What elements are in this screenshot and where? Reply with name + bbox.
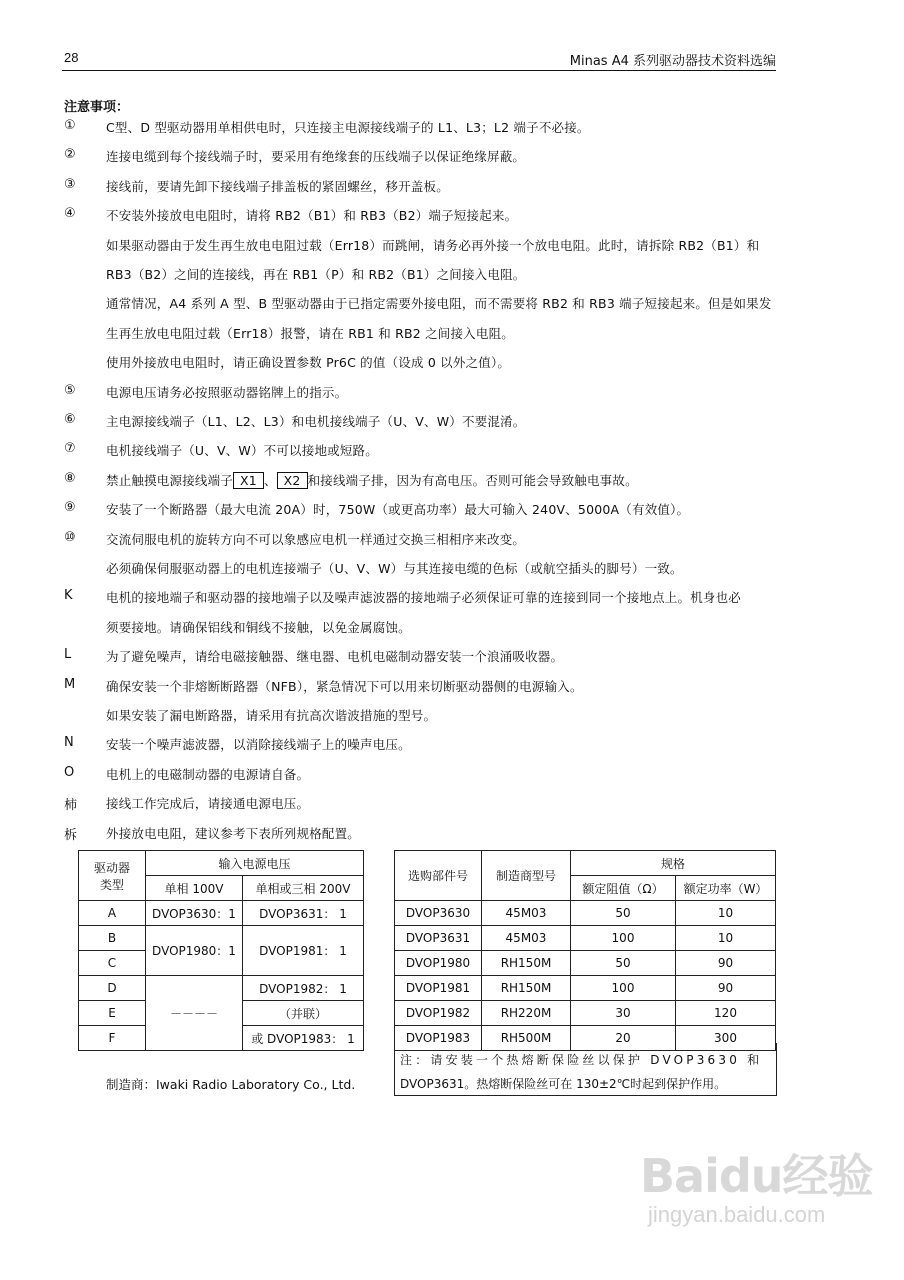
th-maker-model: 制造商型号 (482, 851, 571, 901)
note-line: 主电源接线端子（L1、L2、L3）和电机接线端子（U、V、W）不要混淆。 (106, 414, 526, 429)
cell-part: DVOP1982 (395, 1001, 482, 1026)
note-marker: ⑧ (64, 471, 76, 486)
running-header-title: Minas A4 系列驱动器技术资料选编 (569, 54, 776, 69)
cell-maker: 45M03 (482, 901, 571, 926)
table-row (395, 926, 776, 951)
cell-bc-single: DVOP1980：1 (146, 926, 243, 976)
note-line: 接线工作完成后，请接通电源电压。 (106, 796, 310, 811)
note-marker: ① (64, 118, 76, 133)
note-line: 须要接地。请确保铝线和铜线不接触，以免金属腐蚀。 (106, 620, 411, 635)
note-line: 连接电缆到每个接线端子时，要采用有绝缘套的压线端子以保证绝缘屏蔽。 (106, 149, 526, 164)
note-line: 如果驱动器由于发生再生放电电阻过载（Err18）而跳闸，请务必再外接一个放电电阻。此时，请拆除 RB2（B1）和 (106, 238, 760, 253)
note-text-part: 、 (263, 473, 277, 488)
driver-table (78, 850, 364, 1051)
cell-maker: RH150M (482, 951, 571, 976)
note-line (106, 471, 638, 489)
note-marker: L (64, 647, 72, 662)
note-marker: ③ (64, 177, 76, 192)
cell-bc-three: DVOP1981： 1 (243, 926, 364, 976)
note-line: 安装了一个断路器（最大电流 20A）时，750W（或更高功率）最大可输入 240V、5000A（有效值）。 (106, 502, 690, 517)
table-row (395, 976, 776, 1001)
cell-a-three: DVOP3631： 1 (243, 901, 364, 926)
cell-part: DVOP1980 (395, 951, 482, 976)
th-part-number: 选购部件号 (395, 851, 482, 901)
cell-res: 50 (571, 901, 676, 926)
table-row (395, 901, 776, 926)
note-marker: 柝 (64, 828, 78, 843)
row-type-b: B (79, 926, 146, 951)
row-type-d: D (79, 976, 146, 1001)
note-marker: ④ (64, 206, 76, 221)
cell-def-single: －－－－ (146, 976, 243, 1051)
note-marker: ② (64, 147, 76, 162)
note-marker: O (64, 765, 75, 780)
note-line: 电机上的电磁制动器的电源请自备。 (106, 767, 310, 782)
note-line: 接线前，要请先卸下接线端子排盖板的紧固螺丝，移开盖板。 (106, 179, 449, 194)
table-row (395, 1001, 776, 1026)
th-single-100v: 单相 100V (146, 876, 243, 901)
cell-res: 30 (571, 1001, 676, 1026)
cell-a-single: DVOP3630：1 (146, 901, 243, 926)
terminal-label-box: X2 (277, 472, 308, 489)
th-three-200v: 单相或三相 200V (243, 876, 364, 901)
row-type-c: C (79, 951, 146, 976)
cell-pow: 10 (676, 926, 776, 951)
cell-part: DVOP3631 (395, 926, 482, 951)
note-line: 使用外接放电电阻时，请正确设置参数 Pr6C 的值（设成 0 以外之值）。 (106, 355, 511, 370)
table-note-line-2: DVOP3631。热熔断保险丝可在 130±2℃时起到保护作用。 (400, 1077, 727, 1091)
cell-maker: RH220M (482, 1001, 571, 1026)
note-marker: ⑥ (64, 412, 76, 427)
cell-def-three-1: DVOP1982： 1 (243, 976, 364, 1001)
table-note-line-1: 注：请安装一个热熔断保险丝以保护 DVOP3630 和 (400, 1053, 763, 1067)
note-text-part: 禁止触摸电源接线端子 (106, 473, 234, 488)
note-line: RB3（B2）之间的连接线，再在 RB1（P）和 RB2（B1）之间接入电阻。 (106, 267, 526, 282)
cell-pow: 120 (676, 1001, 776, 1026)
terminal-label-box: X1 (233, 472, 264, 489)
cell-pow: 90 (676, 976, 776, 1001)
note-marker: ⑨ (64, 500, 76, 515)
cell-res: 50 (571, 951, 676, 976)
watermark-logo: Baidu经验 (640, 1149, 873, 1203)
note-line: 安装一个噪声滤波器，以消除接线端子上的噪声电压。 (106, 737, 411, 752)
note-text-part: 和接线端子排，因为有高电压。否则可能会导致触电事故。 (307, 473, 638, 488)
cell-res: 100 (571, 976, 676, 1001)
row-type-a: A (79, 901, 146, 926)
note-line: 生再生放电电阻过载（Err18）报警，请在 RB1 和 RB2 之间接入电阻。 (106, 326, 514, 341)
note-line: 电机的接地端子和驱动器的接地端子以及噪声滤波器的接地端子必须保证可靠的连接到同一个接地点上。机身也必 (106, 590, 742, 605)
cell-pow: 10 (676, 901, 776, 926)
note-line: 必须确保伺服驱动器上的电机连接端子（U、V、W）与其连接电缆的色标（或航空插头的脚号）一致。 (106, 561, 683, 576)
cell-part: DVOP1983 (395, 1026, 482, 1051)
th-spec: 规格 (571, 851, 776, 876)
cell-res: 100 (571, 926, 676, 951)
table-row (395, 951, 776, 976)
header-rule (62, 70, 776, 71)
section-title: 注意事项： (64, 100, 130, 115)
cell-res: 20 (571, 1026, 676, 1051)
th-driver: 驱动器 类型 (79, 851, 146, 901)
note-marker: N (64, 735, 74, 750)
note-line: C型、D 型驱动器用单相供电时，只连接主电源接线端子的 L1、L3；L2 端子不必接。 (106, 120, 590, 135)
cell-part: DVOP3630 (395, 901, 482, 926)
cell-def-three-2: （并联） (243, 1001, 364, 1026)
note-line: 电机接线端子（U、V、W）不可以接地或短路。 (106, 443, 378, 458)
note-marker: M (64, 677, 76, 692)
cell-pow: 90 (676, 951, 776, 976)
cell-pow: 300 (676, 1026, 776, 1051)
row-type-f: F (79, 1026, 146, 1051)
note-line: 不安装外接放电电阻时，请将 RB2（B1）和 RB3（B2）端子短接起来。 (106, 208, 518, 223)
note-line: 电源电压请务必按照驱动器铭牌上的指示。 (106, 385, 348, 400)
note-marker: ⑦ (64, 441, 76, 456)
note-line: 通常情况，A4 系列 A 型、B 型驱动器由于已指定需要外接电阻，而不需要将 RB2 和 RB3 端子短接起来。但是如果发 (106, 296, 772, 311)
cell-part: DVOP1981 (395, 976, 482, 1001)
resistor-spec-table (394, 850, 776, 1051)
watermark (640, 1140, 880, 1250)
row-type-e: E (79, 1001, 146, 1026)
watermark-url: jingyan.baidu.com (648, 1202, 826, 1227)
note-marker: 柿 (64, 798, 78, 813)
note-line: 交流伺服电机的旋转方向不可以象感应电机一样通过交换三相相序来改变。 (106, 532, 526, 547)
th-input-voltage: 输入电源电压 (146, 851, 364, 876)
note-line: 确保安装一个非熔断断路器（NFB），紧急情况下可以用来切断驱动器侧的电源输入。 (106, 679, 583, 694)
cell-def-three-3: 或 DVOP1983： 1 (243, 1026, 364, 1051)
th-rated-resistance: 额定阻值（Ω） (571, 876, 676, 901)
page-number: 28 (64, 50, 79, 65)
manufacturer-note: 制造商：Iwaki Radio Laboratory Co., Ltd. (106, 1077, 356, 1092)
note-line: 为了避免噪声，请给电磁接触器、继电器、电机电磁制动器安装一个浪涌吸收器。 (106, 649, 564, 664)
note-marker: K (64, 588, 73, 603)
note-line: 外接放电电阻，建议参考下表所列规格配置。 (106, 826, 361, 841)
cell-maker: RH500M (482, 1026, 571, 1051)
note-marker: ⑩ (64, 530, 76, 545)
note-line: 如果安装了漏电断路器，请采用有抗高次谐波措施的型号。 (106, 708, 437, 723)
note-marker: ⑤ (64, 383, 76, 398)
th-rated-power: 额定功率（W） (676, 876, 776, 901)
cell-maker: RH150M (482, 976, 571, 1001)
cell-maker: 45M03 (482, 926, 571, 951)
